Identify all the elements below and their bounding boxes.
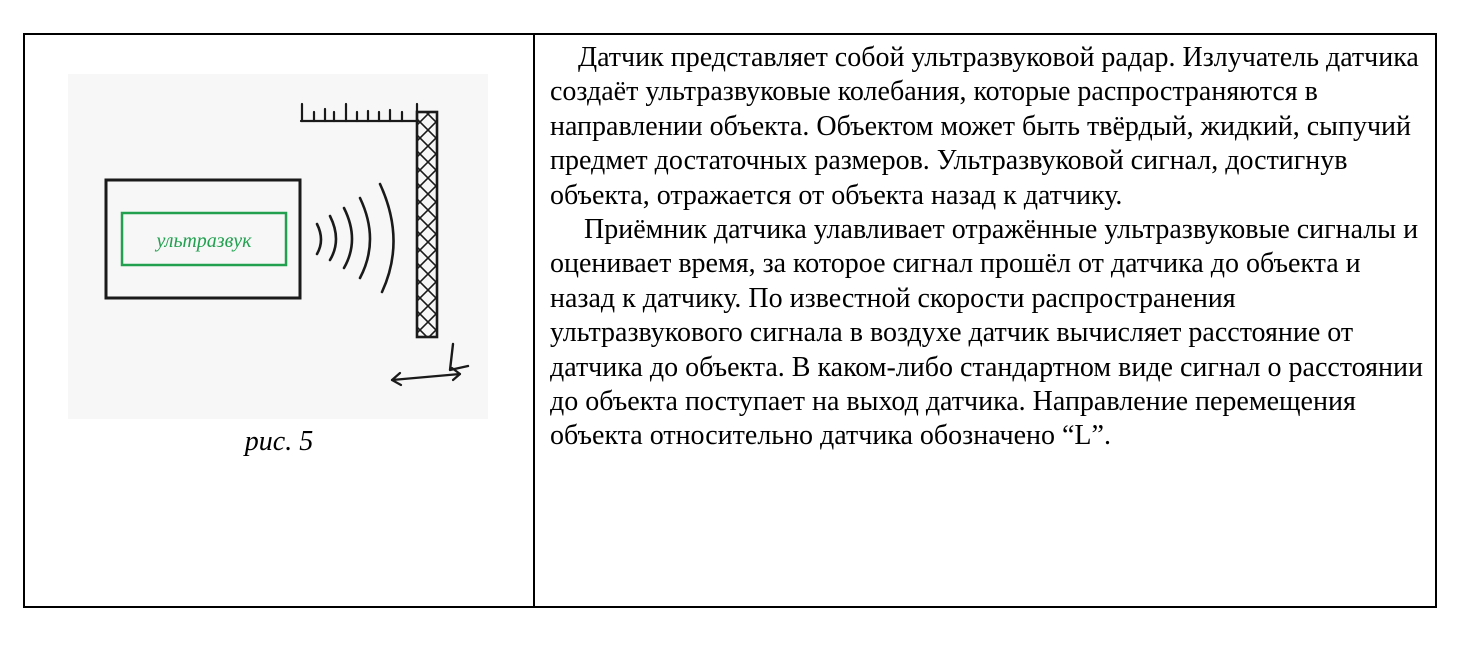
figure-caption: рис. 5 bbox=[244, 426, 314, 457]
description-text bbox=[550, 41, 1430, 454]
figure-cell bbox=[25, 35, 535, 606]
text-cell bbox=[535, 35, 1435, 606]
description-paragraph-2: Приёмник датчика улавливает отражённые ультразвуковые сигналы и оценивает время, за которое сигнал прошёл от датчика до объекта и назад к датчику. По известной скорости распространения ультразвукового сигнала в воздухе датчик вычисляет расстояние от датчика до объекта. В каком-либо стандартном виде сигнал о расстоянии до объекта поступает на выход датчика. Направление перемещения объекта относительно датчика обозначено “L”. bbox=[550, 214, 1423, 452]
ultrasound-label: ультразвук bbox=[156, 230, 252, 252]
sensor-figure bbox=[68, 74, 488, 419]
reflecting-object bbox=[417, 112, 437, 337]
document-table bbox=[23, 33, 1437, 608]
sensor-diagram bbox=[68, 74, 488, 419]
description-paragraph-1: Датчик представляет собой ультразвуковой радар. Излучатель датчика создаёт ультразвуковые колебания, которые распространяются в направлении объекта. Объектом может быть твёрдый, жидкий, сыпучий предмет достаточных размеров. Ультразвуковой сигнал, достигнув объекта, отражается от объекта назад к датчику. bbox=[550, 42, 1419, 211]
